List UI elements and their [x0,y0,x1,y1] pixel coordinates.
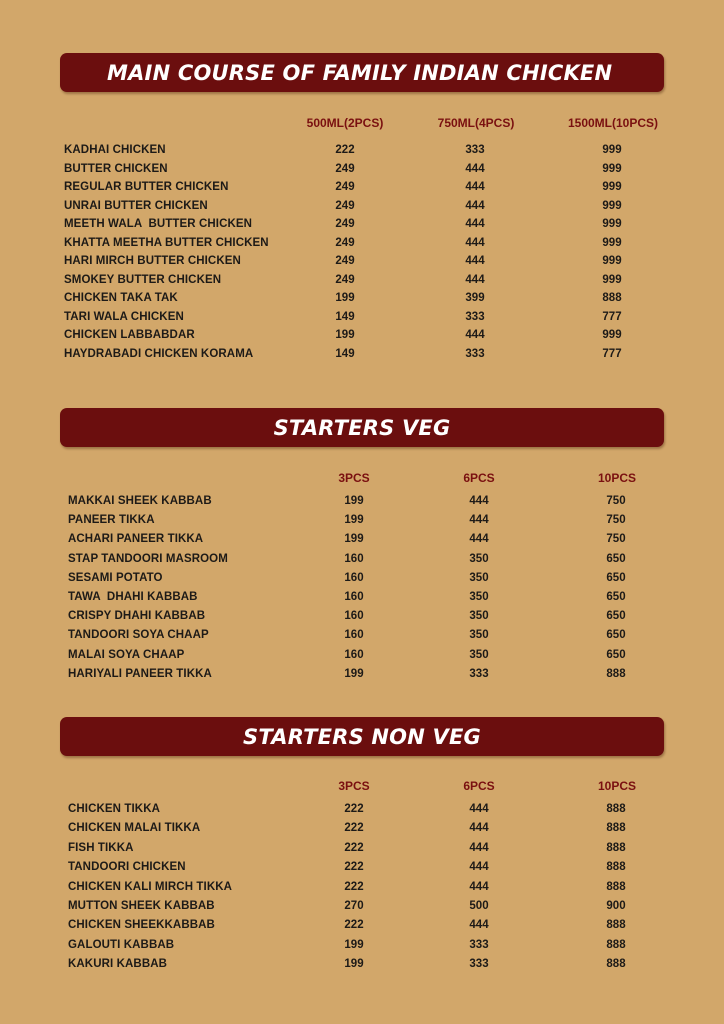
menu-item-price: 444 [469,861,489,874]
menu-item-price: 199 [344,495,364,507]
menu-item-price: 500 [469,900,489,912]
menu-item-price: 333 [465,347,485,360]
menu-item-price: 888 [606,958,626,971]
menu-item-price: 350 [469,610,489,623]
menu-item-price: 999 [602,199,622,212]
menu-item-name: SESAMI POTATO [68,571,163,584]
menu-item-name: MEETH WALA BUTTER CHICKEN [64,218,253,230]
menu-item-row [0,591,724,609]
menu-item-price: 888 [606,880,626,893]
menu-item-price: 777 [602,347,622,360]
menu-item-name: HARIYALI PANEER TIKKA [68,667,212,680]
menu-item-price: 999 [602,329,622,341]
menu-item-price: 900 [606,900,626,912]
menu-item-price: 199 [344,533,364,546]
menu-item-row [0,274,724,292]
section-title-banner [60,717,664,756]
menu-item-row [0,881,724,899]
menu-item-price: 149 [335,347,355,360]
menu-item-price: 249 [335,255,355,267]
menu-item-row [0,649,724,667]
menu-item-price: 888 [606,861,626,874]
menu-item-name: REGULAR BUTTER CHICKEN [64,181,229,193]
menu-item-price: 444 [465,218,485,230]
menu-item-name: BUTTER CHICKEN [64,162,168,175]
menu-item-row [0,218,724,236]
menu-item-name: CHICKEN SHEEKKABBAB [68,919,215,932]
menu-item-price: 249 [335,236,355,249]
menu-item-price: 350 [469,629,489,642]
menu-item-price: 444 [465,181,485,193]
section-title-banner [60,408,664,447]
menu-item-name: FISH TIKKA [68,841,134,854]
menu-item-row [0,255,724,273]
menu-item-price: 350 [469,648,489,661]
menu-item-price: 249 [335,181,355,193]
menu-item-row [0,200,724,218]
menu-item-row [0,495,724,513]
menu-item-name: KHATTA MEETHA BUTTER CHICKEN [64,236,269,249]
menu-item-price: 350 [469,552,489,565]
menu-item-price: 444 [465,236,485,249]
menu-item-price: 160 [344,571,364,584]
menu-item-price: 999 [602,218,622,230]
menu-item-name: HARI MIRCH BUTTER CHICKEN [64,255,241,267]
menu-item-price: 199 [344,667,364,680]
menu-item-name: HAYDRABADI CHICKEN KORAMA [64,347,254,360]
menu-item-price: 249 [335,162,355,175]
menu-item-price: 333 [469,958,489,971]
menu-item-price: 999 [602,144,622,156]
menu-item-name: UNRAI BUTTER CHICKEN [64,199,208,212]
menu-item-price: 399 [465,292,485,304]
menu-item-row [0,144,724,162]
menu-item-name: CHICKEN MALAI TIKKA [68,822,201,835]
menu-item-price: 444 [469,803,489,815]
menu-item-name: TANDOORI SOYA CHAAP [68,629,209,642]
menu-item-price: 222 [344,803,364,815]
menu-item-price: 350 [469,591,489,603]
menu-item-price: 160 [344,629,364,642]
menu-item-row [0,803,724,821]
menu-item-price: 199 [335,292,355,304]
menu-item-price: 888 [606,667,626,680]
menu-item-price: 750 [606,514,626,527]
menu-item-price: 444 [465,329,485,341]
menu-item-price: 199 [344,958,364,971]
menu-item-price: 650 [606,648,626,661]
menu-item-name: MUTTON SHEEK KABBAB [68,900,215,912]
menu-item-price: 444 [469,880,489,893]
menu-item-price: 222 [344,822,364,835]
section-title: STARTERS VEG [273,415,451,440]
menu-item-name: MAKKAI SHEEK KABBAB [68,495,212,507]
section-title: MAIN COURSE OF FAMILY INDIAN CHICKEN [107,60,613,85]
menu-item-name: TARI WALA CHICKEN [64,310,184,323]
menu-item-name: TANDOORI CHICKEN [68,861,186,874]
menu-item-price: 777 [602,310,622,323]
menu-item-price: 333 [469,938,489,951]
column-header: 3PCS [338,471,370,485]
menu-item-price: 199 [344,514,364,527]
menu-item-row [0,572,724,590]
menu-item-row [0,292,724,310]
menu-item-price: 888 [606,919,626,932]
menu-item-price: 650 [606,610,626,623]
menu-item-price: 444 [469,822,489,835]
menu-item-name: CHICKEN TIKKA [68,803,161,815]
menu-item-row [0,181,724,199]
menu-item-price: 444 [469,841,489,854]
menu-item-price: 999 [602,181,622,193]
menu-item-price: 222 [335,144,355,156]
menu-item-price: 444 [465,199,485,212]
menu-item-price: 888 [606,822,626,835]
menu-item-name: TAWA DHAHI KABBAB [68,591,198,603]
column-header: 6PCS [463,471,495,485]
menu-item-row [0,939,724,957]
menu-item-price: 249 [335,199,355,212]
menu-item-price: 333 [465,310,485,323]
menu-item-row [0,514,724,532]
column-header: 750ML(4PCS) [437,116,515,130]
menu-item-price: 999 [602,273,622,286]
column-header: 3PCS [338,779,370,793]
section-title: STARTERS NON VEG [243,724,481,749]
menu-item-price: 333 [469,667,489,680]
menu-item-row [0,822,724,840]
menu-item-price: 249 [335,273,355,286]
menu-item-name: SMOKEY BUTTER CHICKEN [64,273,222,286]
menu-item-price: 222 [344,919,364,932]
column-header: 1500ML(10PCS) [567,116,659,130]
menu-item-price: 222 [344,861,364,874]
menu-item-price: 888 [606,938,626,951]
menu-item-price: 888 [606,841,626,854]
menu-item-price: 160 [344,591,364,603]
menu-item-price: 149 [335,310,355,323]
column-header: 500ML(2PCS) [306,116,384,130]
menu-item-row [0,629,724,647]
menu-item-price: 444 [465,162,485,175]
menu-item-price: 350 [469,571,489,584]
menu-item-row [0,842,724,860]
menu-item-name: GALOUTI KABBAB [68,938,175,951]
menu-item-price: 222 [344,880,364,893]
menu-item-name: KAKURI KABBAB [68,958,168,971]
menu-item-price: 750 [606,533,626,546]
menu-item-price: 650 [606,591,626,603]
menu-item-price: 160 [344,610,364,623]
menu-item-price: 999 [602,255,622,267]
menu-item-price: 650 [606,552,626,565]
menu-item-price: 999 [602,162,622,175]
menu-item-price: 444 [469,514,489,527]
menu-item-price: 750 [606,495,626,507]
column-header: 10PCS [597,779,637,793]
menu-item-row [0,237,724,255]
menu-item-price: 249 [335,218,355,230]
menu-item-name: CHICKEN KALI MIRCH TIKKA [68,880,233,893]
menu-item-name: CHICKEN LABBABDAR [64,329,195,341]
menu-item-price: 444 [469,919,489,932]
menu-item-name: KADHAI CHICKEN [64,144,166,156]
menu-item-price: 444 [469,533,489,546]
menu-item-price: 199 [335,329,355,341]
menu-item-price: 999 [602,236,622,249]
menu-item-row [0,311,724,329]
menu-item-price: 222 [344,841,364,854]
menu-item-row [0,668,724,686]
menu-item-price: 650 [606,629,626,642]
menu-item-price: 199 [344,938,364,951]
menu-item-price: 160 [344,648,364,661]
menu-item-name: PANEER TIKKA [68,514,155,527]
menu-item-price: 333 [465,144,485,156]
menu-item-price: 444 [465,255,485,267]
menu-item-row [0,348,724,366]
menu-item-price: 160 [344,552,364,565]
menu-item-row [0,958,724,976]
menu-item-price: 270 [344,900,364,912]
menu-item-row [0,163,724,181]
menu-item-name: MALAI SOYA CHAAP [68,648,185,661]
menu-item-name: ACHARI PANEER TIKKA [68,533,204,546]
column-header: 10PCS [597,471,637,485]
menu-item-row [0,900,724,918]
section-title-banner [60,53,664,92]
menu-item-row [0,919,724,937]
menu-item-row [0,533,724,551]
menu-item-row [0,861,724,879]
menu-item-price: 888 [602,292,622,304]
menu-item-price: 888 [606,803,626,815]
menu-item-name: CRISPY DHAHI KABBAB [68,610,206,623]
menu-item-price: 650 [606,571,626,584]
menu-item-name: STAP TANDOORI MASROOM [68,552,228,565]
menu-item-row [0,553,724,571]
menu-item-price: 444 [465,273,485,286]
menu-item-row [0,329,724,347]
menu-item-name: CHICKEN TAKA TAK [64,292,178,304]
column-header: 6PCS [463,779,495,793]
menu-item-row [0,610,724,628]
menu-item-price: 444 [469,495,489,507]
